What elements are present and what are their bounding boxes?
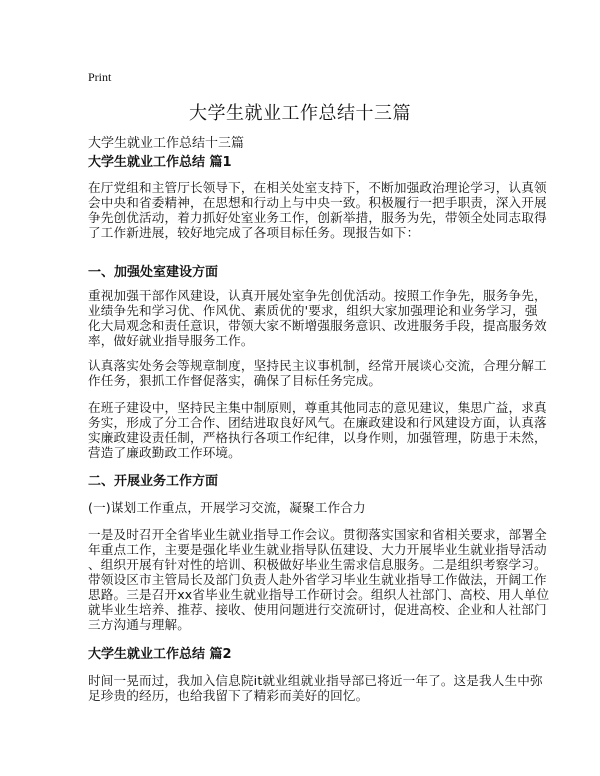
paragraph [88,527,550,632]
section-heading: 一、加强处室建设方面 [88,265,219,280]
text-line: 作任务，狠抓工作督促落实，确保了目标任务完成。 [88,373,382,388]
text-line: 率，做好就业指导服务工作。 [88,333,254,348]
text-line: 务实，形成了分工合作、团结进取良好风气。在廉政建设和行风建设方面，认真落 [88,415,547,430]
text-line: 化大局观念和责任意识，带领大家不断增强服务意识、改进服务手段，提高服务效 [88,318,547,333]
print-link[interactable]: Print [88,70,112,84]
text-line: 会中央和省委精神，在思想和行动上与中央一致。积极履行一把手职责，深入开展 [88,195,547,210]
text-line: 、组织开展有针对性的培训、积极做好毕业生需求信息服务。二是组织考察学习。 [88,557,547,572]
text-line: 三方沟通与理解。 [88,617,190,632]
paragraph [88,180,547,240]
text-line: 业绩争先和学习优、作风优、素质优的'要求，组织大家加强理论和业务学习，强 [88,303,538,318]
paragraph [88,673,543,703]
text-line: 思路。三是召开xx省毕业生就业指导工作研讨会。组织人社部门、高校、用人单位 [88,587,550,602]
article-heading: 大学生就业工作总结 篇2 [88,647,232,662]
subsection-heading: (一)谋划工作重点，开展学习交流，凝聚工作合力 [88,500,366,515]
text-line: 了工作新进展，较好地完成了各项目标任务。现报告如下： [88,225,420,240]
paragraph [88,288,547,348]
text-line: 足珍贵的经历，也给我留下了精彩而美好的回忆。 [88,688,369,703]
text-line: 营造了廉政勤政工作环境。 [88,445,241,460]
text-line: 重视加强干部作风建设，认真开展处室争先创优活动。按照工作争先，服务争先， [88,288,547,303]
text-line: 争先创优活动，着力抓好处室业务工作，创新举措，服务为先，带领全处同志取得 [88,210,547,225]
text-line: 带领设区市主管局长及部门负责人赴外省学习毕业生就业指导工作做法，开阔工作 [88,572,547,587]
text-line: 实廉政建设责任制，严格执行各项工作纪律，以身作则，加强管理，防患于未然， [88,430,547,445]
text-line: 年重点工作，主要是强化毕业生就业指导队伍建设、大力开展毕业生就业指导活动 [88,542,547,557]
text-line: 在厅党组和主管厅长领导下，在相关处室支持下，不断加强政治理论学习，认真领 [88,180,547,195]
text-line: 一是及时召开全省毕业生就业指导工作会议。贯彻落实国家和省相关要求，部署全 [88,527,547,542]
text-line: 就毕业生培养、推荐、接收、使用问题进行交流研讨，促进高校、企业和人社部门 [88,602,547,617]
article-heading: 大学生就业工作总结 篇1 [88,155,232,170]
paragraph [88,400,547,460]
text-line: 认真落实处务会等规章制度，坚持民主议事机制，经常开展谈心交流，合理分解工 [88,358,547,373]
subtitle: 大学生就业工作总结十三篇 [88,136,245,151]
page-title: 大学生就业工作总结十三篇 [189,103,411,124]
paragraph [88,358,547,388]
section-heading: 二、开展业务工作方面 [88,474,219,489]
text-line: 在班子建设中，坚持民主集中制原则，尊重其他同志的意见建议，集思广益，求真 [88,400,547,415]
text-line: 时间一晃而过，我加入信息院it就业组就业指导部已将近一年了。这是我人生中弥 [88,673,543,688]
